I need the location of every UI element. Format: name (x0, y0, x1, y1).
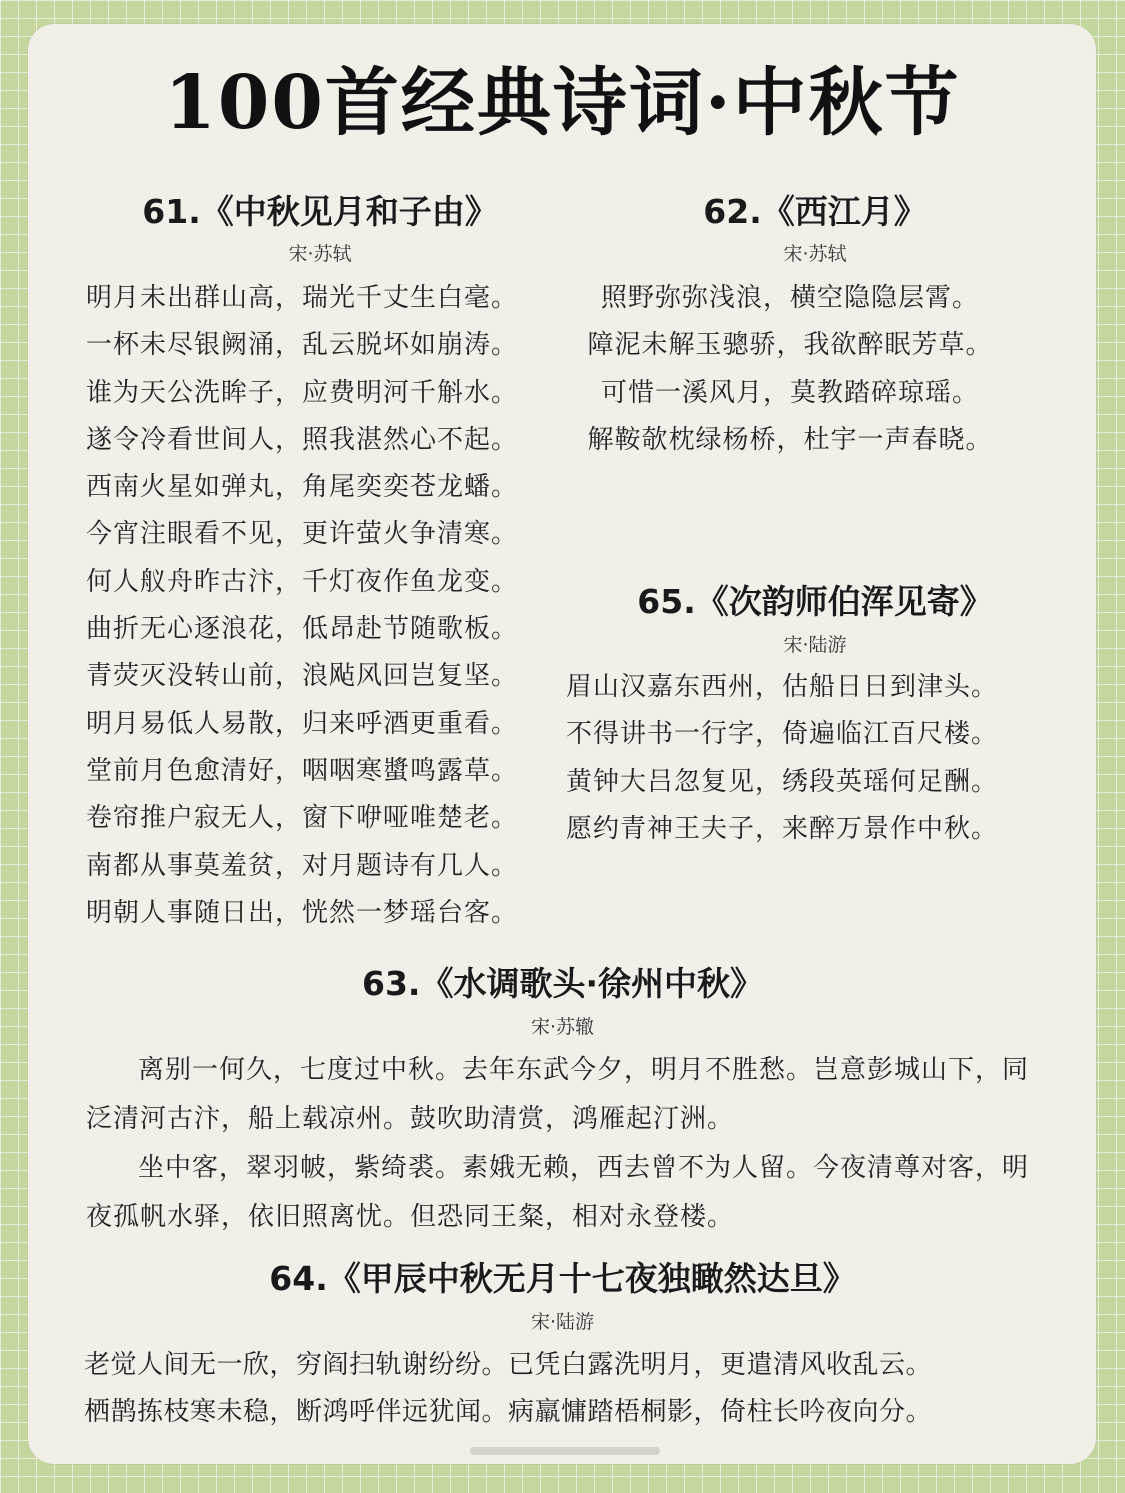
poem-62-body (570, 275, 1010, 464)
poem-64-body (84, 1342, 932, 1437)
poem-63-author: 宋·苏辙 (530, 1016, 595, 1038)
poem-line: 一杯未尽银阙涌，乱云脱坏如崩涛。 (86, 330, 519, 361)
poem-line: 明月易低人易散，归来呼酒更重看。 (86, 708, 519, 739)
poem-62-title: 62.《西江月》 (703, 192, 927, 231)
poem-line: 明月未出群山高，瑞光千丈生白毫。 (86, 283, 519, 313)
poem-paragraph: 离别一何久，七度过中秋。去年东武今夕，明月不胜愁。岂意彭城山下，同泛清河古汴，船上载凉州。鼓吹助清赏，鸿雁起汀洲。 (86, 1055, 1030, 1134)
poem-65-title: 65.《次韵师伯浑见寄》 (637, 582, 993, 621)
poem-line: 解鞍欹枕绿杨桥，杜宇一声春晓。 (587, 424, 993, 455)
poem-line: 卷帘推户寂无人，窗下咿哑唯楚老。 (86, 803, 519, 834)
poem-64-title: 64.《甲辰中秋无月十七夜独瞰然达旦》 (269, 1259, 856, 1298)
poem-63-title: 63.《水调歌头·徐州中秋》 (362, 964, 763, 1003)
poem-65-body (566, 664, 998, 853)
poem-line: 障泥未解玉骢骄，我欲醉眠芳草。 (587, 330, 993, 361)
poem-63-body (86, 1046, 1041, 1242)
poem-line: 不得讲书一行字，倚遍临江百尺楼。 (566, 719, 999, 750)
page-title: 100首经典诗词·中秋节 (164, 60, 961, 146)
poem-paragraph: 坐中客，翠羽帔，紫绮裘。素娥无赖，西去曾不为人留。今夜清尊对客，明夜孤帆水驿，依旧照离忧。但恐同王粲，相对永登楼。 (86, 1153, 1030, 1232)
poem-61-title: 61.《中秋见月和子由》 (142, 192, 498, 231)
poem-line: 老觉人间无一欣，穷阎扫轨谢纷纷。已凭白露洗明月，更遣清风收乱云。 (84, 1350, 933, 1380)
poem-61-author: 宋·苏轼 (288, 243, 352, 265)
poem-64-author: 宋·陆游 (530, 1311, 595, 1333)
poem-line: 眉山汉嘉东西州，估船日日到津头。 (566, 672, 999, 702)
poem-line: 何人舣舟昨古汴，千灯夜作鱼龙变。 (86, 566, 519, 597)
poem-line: 遂令冷看世间人，照我湛然心不起。 (86, 424, 519, 455)
poem-line: 可惜一溪风月，莫教踏碎琼瑶。 (600, 377, 979, 408)
poem-line: 南都从事莫羞贫，对月题诗有几人。 (86, 850, 519, 881)
poem-line: 曲折无心逐浪花，低昂赴节随歌板。 (86, 614, 519, 645)
poem-line: 照野弥弥浅浪，横空隐隐层霄。 (600, 283, 979, 313)
poem-line: 青荧灭没转山前，浪飐风回岂复坚。 (86, 661, 519, 692)
poem-line: 今宵注眼看不见，更许萤火争清寒。 (86, 519, 519, 550)
watermark-bar (470, 1447, 660, 1455)
poem-line: 西南火星如弹丸，角尾奕奕苍龙蟠。 (86, 472, 519, 503)
poem-62-author: 宋·苏轼 (783, 243, 847, 265)
poem-line: 谁为天公洗眸子，应费明河千斛水。 (86, 377, 519, 408)
poem-61-body (86, 275, 518, 937)
poem-line: 堂前月色愈清好，咽咽寒螿鸣露草。 (86, 755, 519, 786)
poem-line: 愿约青神王夫子，来醉万景作中秋。 (566, 813, 999, 844)
poem-line: 黄钟大吕忽复见，绣段英瑶何足酬。 (566, 766, 999, 797)
poem-line: 栖鹊拣枝寒未稳，断鸿呼伴远犹闻。病羸慵踏梧桐影，倚柱长吟夜向分。 (84, 1397, 933, 1428)
poem-line: 明朝人事随日出，恍然一梦瑶台客。 (86, 897, 519, 928)
poem-65-author: 宋·陆游 (783, 634, 847, 656)
